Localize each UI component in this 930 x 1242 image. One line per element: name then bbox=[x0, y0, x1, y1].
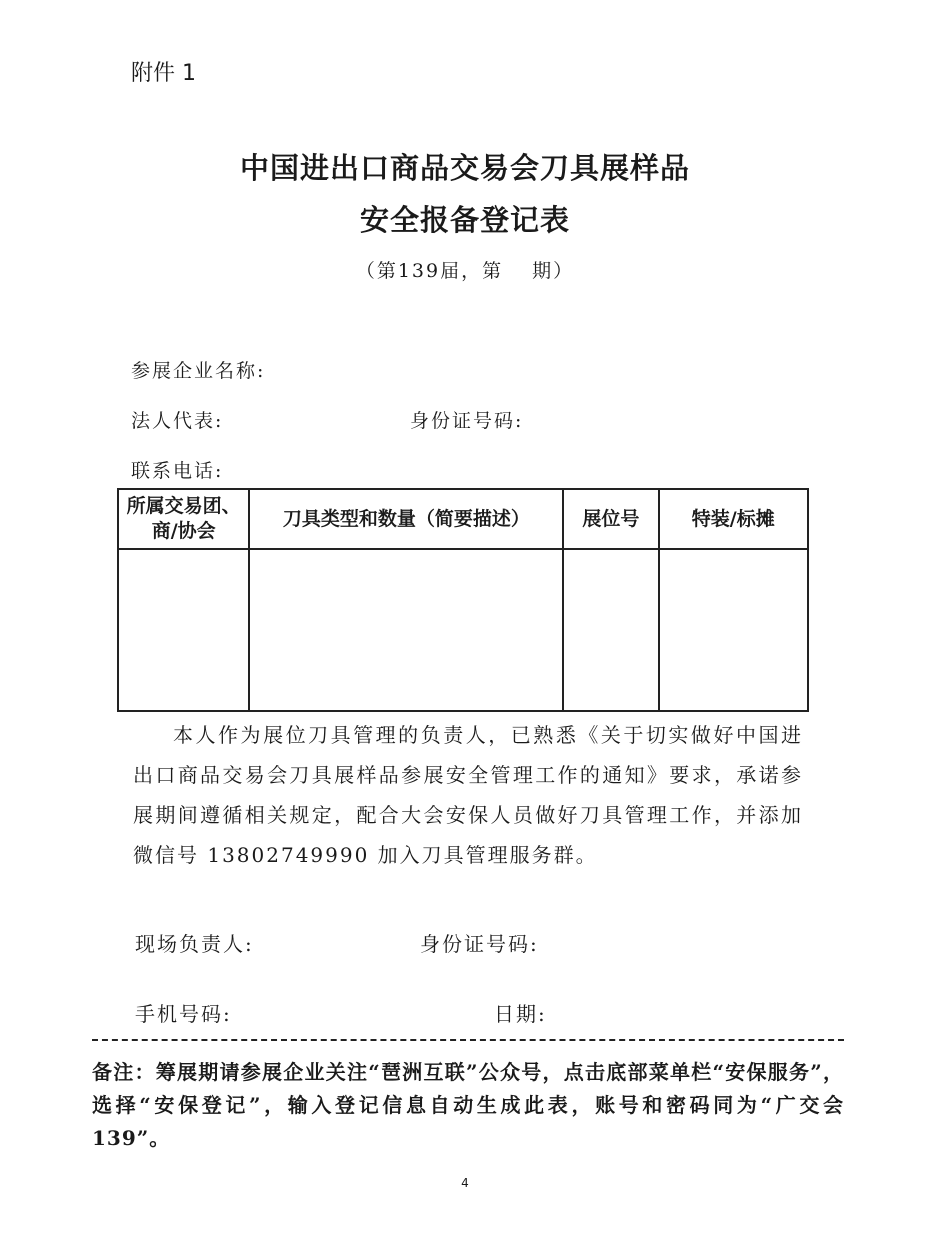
onsite-manager-label: 现场负责人: bbox=[135, 932, 254, 956]
phone-label: 联系电话: bbox=[131, 460, 224, 482]
header-delegation: 所属交易团、商/协会 bbox=[118, 489, 249, 549]
date-label: 日期: bbox=[494, 1002, 547, 1026]
form-title-line2: 安全报备登记表 bbox=[359, 203, 570, 237]
registration-table bbox=[117, 488, 809, 712]
separator-dashed-line bbox=[92, 1039, 844, 1041]
company-name-label: 参展企业名称: bbox=[131, 360, 266, 382]
cell-booth-type bbox=[659, 549, 808, 711]
header-knife-type: 刀具类型和数量（简要描述） bbox=[249, 489, 563, 549]
legal-rep-label: 法人代表: bbox=[131, 410, 224, 432]
cell-knife-type bbox=[249, 549, 563, 711]
id-number-label: 身份证号码: bbox=[410, 410, 524, 432]
mobile-label: 手机号码: bbox=[135, 1002, 232, 1026]
signature-id-number-label: 身份证号码: bbox=[420, 932, 539, 956]
table-row bbox=[118, 549, 808, 711]
page-number: 4 bbox=[461, 1176, 469, 1190]
form-title-line1: 中国进出口商品交易会刀具展样品 bbox=[239, 151, 690, 185]
attachment-label: 附件 1 bbox=[131, 61, 196, 86]
header-booth-type: 特装/标摊 bbox=[659, 489, 808, 549]
session-info: （第139届，第 期） bbox=[355, 260, 575, 282]
header-booth-number: 展位号 bbox=[563, 489, 658, 549]
cell-delegation bbox=[118, 549, 249, 711]
declaration-paragraph: 本人作为展位刀具管理的负责人，已熟悉《关于切实做好中国进出口商品交易会刀具展样品参展安全管理工作的通知》要求，承诺参展期间遵循相关规定，配合大会安保人员做好刀具管理工作，并添加微信号 13802749990 加入刀具管理服务群。 bbox=[133, 723, 803, 867]
table-header-row bbox=[118, 489, 808, 549]
cell-booth-number bbox=[563, 549, 658, 711]
note-paragraph: 备注：筹展期请参展企业关注“琶洲互联”公众号，点击底部菜单栏“安保服务”，选择“安保登记”，输入登记信息自动生成此表，账号和密码同为“广交会 139”。 bbox=[92, 1060, 844, 1150]
